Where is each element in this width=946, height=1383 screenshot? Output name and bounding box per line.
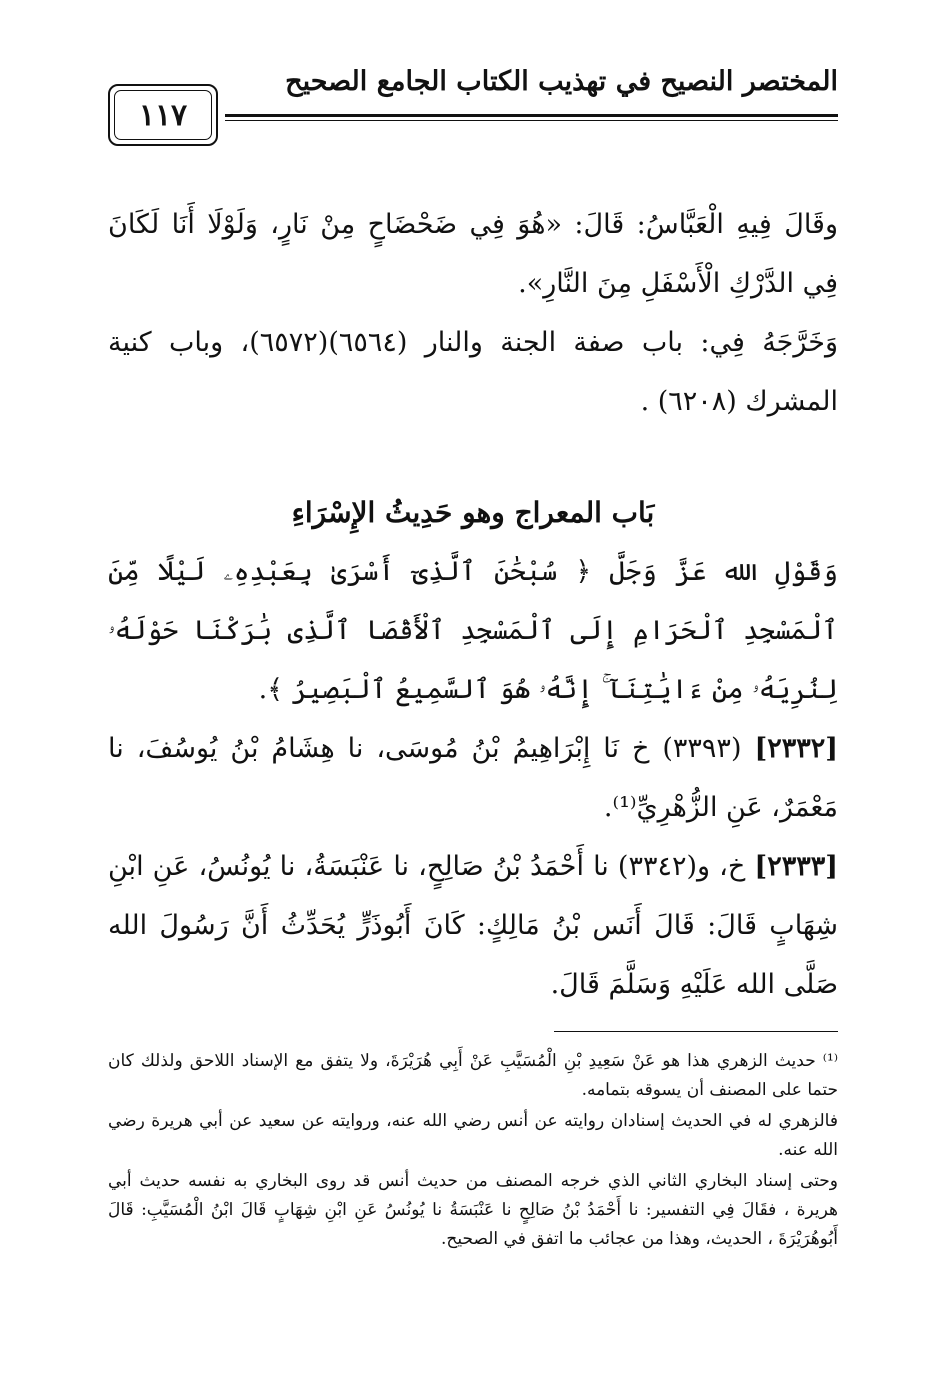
- footnote-rule: [554, 1031, 838, 1032]
- footnote-2: فالزهري له في الحديث إسنادان روايته عن أنس رضي الله عنه، وروايته عن سعيد عن أبي هريرة رضي الله عنه.: [108, 1111, 838, 1160]
- main-text: [108, 195, 838, 1014]
- quran-verse: وَقَوْلِ الله عَزَّ وَجَلَّ ﴿ سُبْحَٰنَ ٱلَّذِىٓ أَسْرَىٰ بِعَبْدِهِۦ لَيْلًا مِّنَ ٱلْمَسْجِدِ ٱلْحَرَامِ إِلَى ٱلْمَسْجِدِ ٱلْأَقْصَا ٱلَّذِى بَٰرَكْنَا حَوْلَهُۥ لِنُرِيَهُۥ مِنْ ءَايَٰتِنَآ ۚ إِنَّهُۥ هُوَ ٱلسَّمِيعُ ٱلْبَصِيرُ ﴾.: [108, 556, 838, 705]
- hadith-2333: [108, 837, 838, 1014]
- hadith-2332: [108, 719, 838, 837]
- hadith-number: [٢٣٣٢]: [754, 733, 839, 764]
- paragraph-takhrij: وَخَرَّجَهُ فِي: باب صفة الجنة والنار (٦٥٦٤)(٦٥٧٢)، وباب كنية المشرك (٦٢٠٨) .: [108, 327, 838, 417]
- hadith-number: [٢٣٣٣]: [754, 851, 838, 882]
- chapter-title: بَاب المعراج وهو حَدِيثُ الإِسْرَاءِ: [291, 496, 655, 529]
- page-number: ١١٧: [138, 97, 188, 133]
- paragraph-abbas: وقَالَ فِيهِ الْعَبَّاسُ: قَالَ: «هُوَ فِي ضَحْضَاحٍ مِنْ نَارٍ، وَلَوْلَا أَنَا لَكَانَ فِي الدَّرْكِ الْأَسْفَلِ مِنَ النَّارِ».: [108, 209, 838, 299]
- running-header-title: المختصر النصيح في تهذيب الكتاب الجامع الصحيح: [285, 66, 838, 97]
- header-rule: [225, 114, 838, 121]
- footnote-1: ⁽¹⁾ حديث الزهري هذا هو عَنْ سَعِيدِ بْنِ الْمُسَيَّبِ عَنْ أَبِي هُرَيْرَةَ، ولا يتفق مع الإسناد اللاحق ولذلك كان حتما على المصنف أن يسوقه بتمامه.: [108, 1051, 838, 1100]
- footnote-3: وحتى إسناد البخاري الثاني الذي خرجه المصنف من حديث أنس قد روى البخاري به نفسه حديث أبي هريرة ، فقَالَ فِي التفسير: نا أَحْمَدُ بْنُ صَالِحٍ نا عَنْبَسَةُ نا يُونُسُ عَنِ ابْنِ شِهَابٍ قَالَ ابْنُ الْمُسَيَّبِ: قَالَ أَبُوهُرَيْرَةَ ، الحديث، وهذا من عجائب ما اتفق في الصحيح.: [108, 1171, 838, 1249]
- hadith-text: خ، و(٣٣٤٢) نا أَحْمَدُ بْنُ صَالِحٍ، نا عَنْبَسَةُ، نا يُونُسُ، عَنِ ابْنِ شِهَابٍ قَالَ: قَالَ أَنَس بْنُ مَالِكٍ: كَانَ أَبُوذَرٍّ يُحَدِّثُ أَنَّ رَسُولَ الله صَلَّى الله عَلَيْهِ وَسَلَّمَ قَالَ.: [108, 851, 838, 1000]
- hadith-text: (٣٣٩٣) خ نَا إِبْرَاهِيمُ بْنُ مُوسَى، نا هِشَامُ بْنُ يُوسُفَ، نا مَعْمَرٌ، عَنِ الزُّهْرِيِّ⁽¹⁾.: [108, 733, 838, 823]
- page-number-box: [108, 84, 218, 146]
- footnotes: [108, 1047, 838, 1256]
